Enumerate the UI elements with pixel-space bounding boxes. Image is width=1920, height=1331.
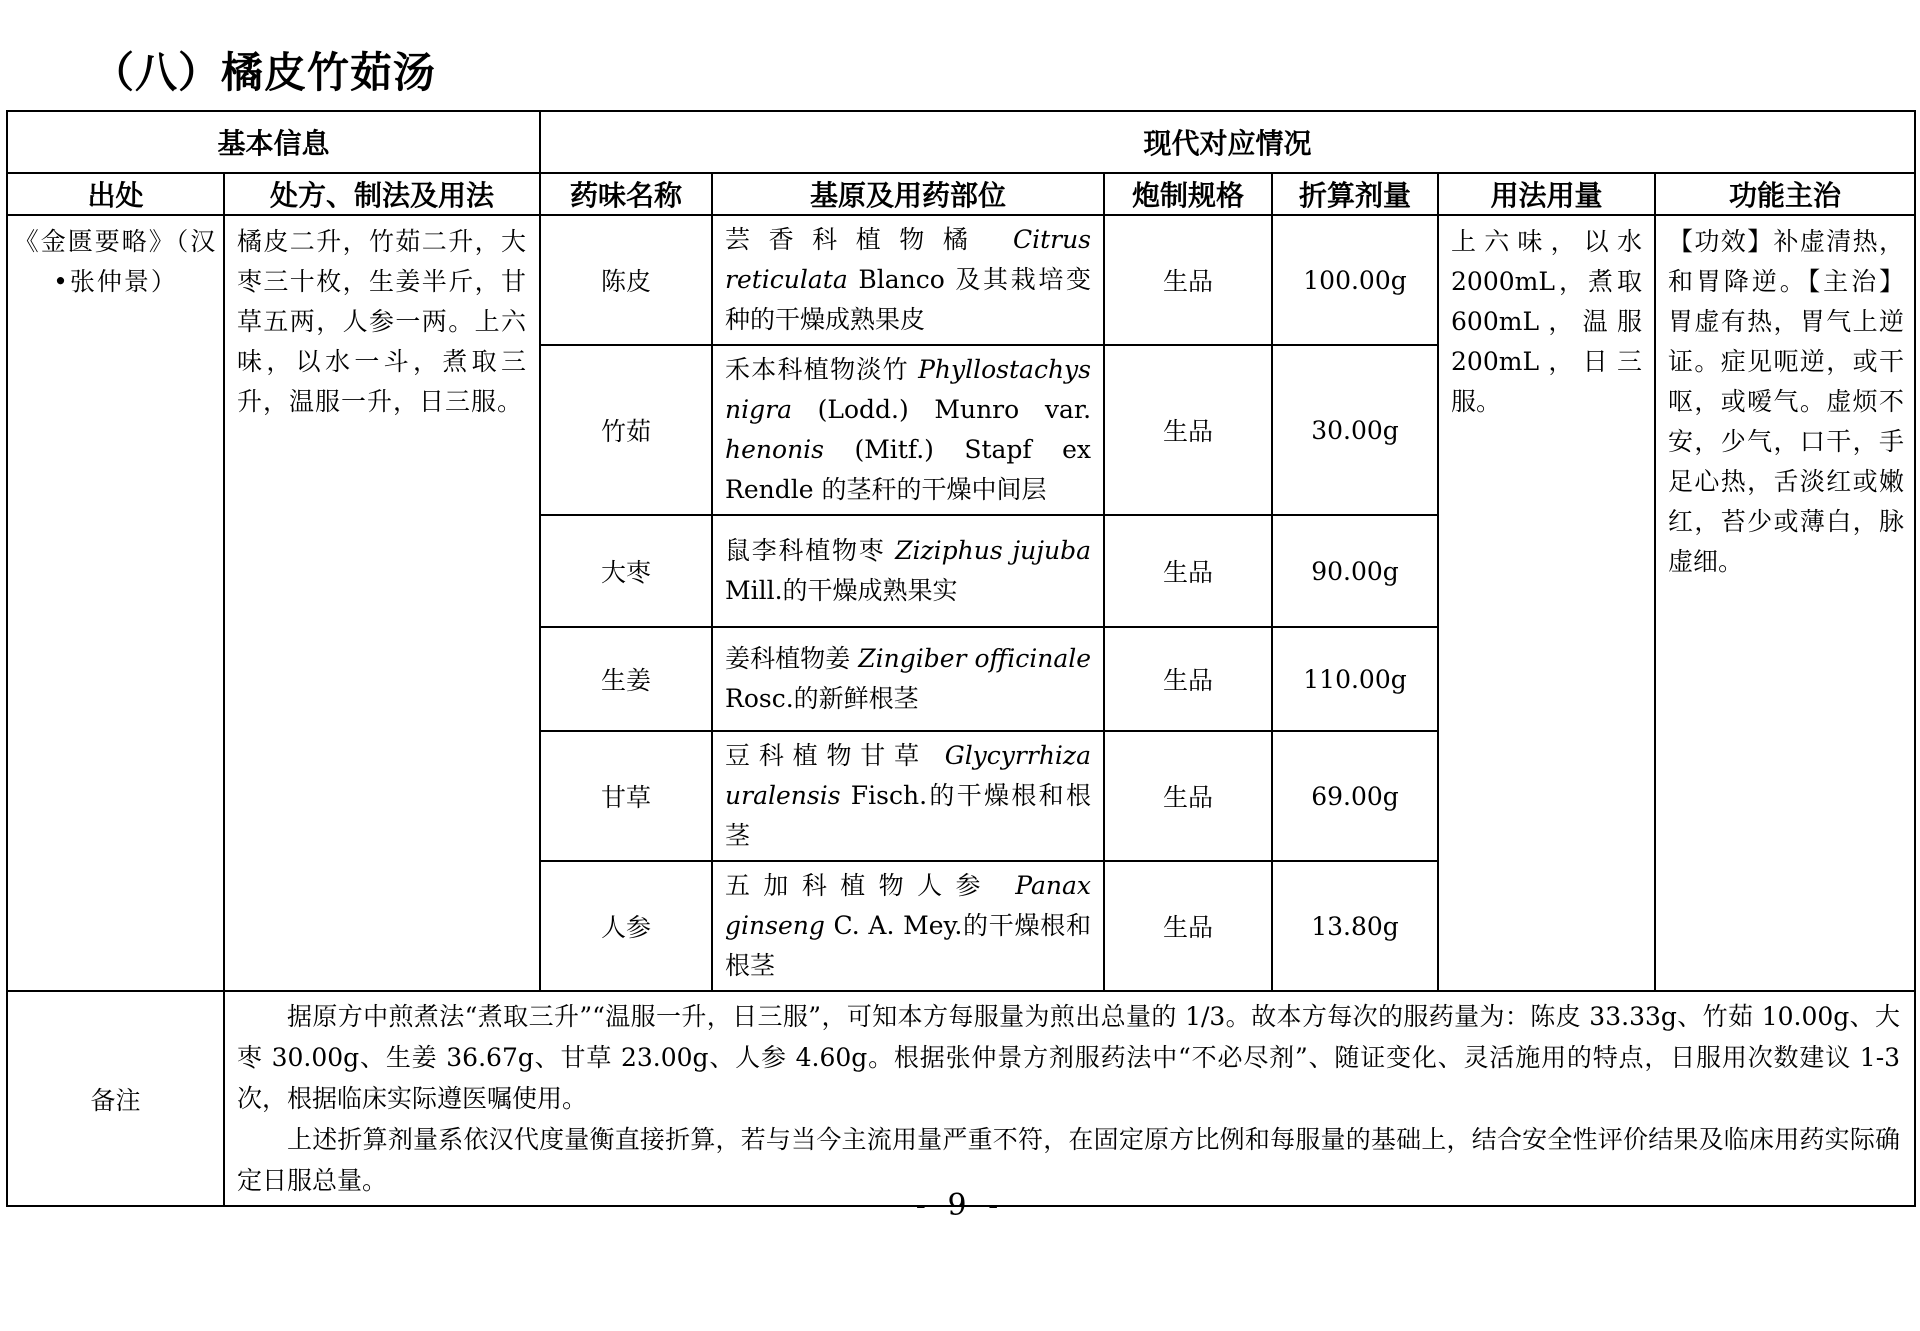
note-cell (224, 991, 1915, 1206)
page-number: - 9 - (915, 1188, 1005, 1223)
header-basic-info: 基本信息 (7, 111, 540, 173)
herb-base: 姜科植物姜 Zingiber officinale Rosc.的新鲜根茎 (712, 627, 1104, 731)
herb-name: 甘草 (540, 731, 712, 861)
header-prescription: 处方、制法及用法 (224, 173, 540, 215)
herb-name: 竹茹 (540, 345, 712, 515)
note-paragraph: 上述折算剂量系依汉代度量衡直接折算，若与当今主流用量严重不符，在固定原方比例和每服量的基础上，结合安全性评价结果及临床用药实际确定日服总量。 (237, 1125, 1901, 1195)
herb-dose: 90.00g (1272, 515, 1438, 627)
header-source: 出处 (7, 173, 224, 215)
source-cell: 《金匮要略》（汉•张仲景） (7, 215, 224, 991)
herb-base: 芸香科植物橘 Citrus reticulata Blanco 及其栽培变种的干燥成熟果皮 (712, 215, 1104, 345)
herb-base: 禾本科植物淡竹 Phyllostachys nigra (Lodd.) Munro var. henonis (Mitf.) Stapf ex Rendle 的茎秆的干燥中间层 (712, 345, 1104, 515)
header-function: 功能主治 (1655, 173, 1915, 215)
herb-dose: 30.00g (1272, 345, 1438, 515)
header-dose: 折算剂量 (1272, 173, 1438, 215)
herb-name: 陈皮 (540, 215, 712, 345)
herb-processing: 生品 (1104, 731, 1272, 861)
note-label: 备注 (7, 991, 224, 1206)
note-paragraph: 据原方中煎煮法“煮取三升”“温服一升，日三服”，可知本方每服量为煎出总量的 1/3。故本方每次的服药量为：陈皮 33.33g、竹茹 10.00g、大枣 30.00g、生姜 36.67g、甘草 23.00g、人参 4.60g。根据张仲景方剂服药法中“不必尽剂”、随证变化、灵活施用的特点，日服用次数建议 1-3 次，根据临床实际遵医嘱使用。 (237, 1002, 1901, 1113)
herb-processing: 生品 (1104, 861, 1272, 991)
formula-table (6, 110, 1916, 1207)
herb-dose: 100.00g (1272, 215, 1438, 345)
header-modern: 现代对应情况 (540, 111, 1915, 173)
header-processing: 炮制规格 (1104, 173, 1272, 215)
herb-dose: 13.80g (1272, 861, 1438, 991)
function-cell: 【功效】补虚清热，和胃降逆。【主治】胃虚有热，胃气上逆证。症见呃逆，或干呕，或嗳气。虚烦不安，少气，口干，手足心热，舌淡红或嫩红，苔少或薄白，脉虚细。 (1655, 215, 1915, 991)
section-title: （八）橘皮竹茹汤 (92, 48, 437, 97)
header-usage: 用法用量 (1438, 173, 1655, 215)
herb-dose: 69.00g (1272, 731, 1438, 861)
herb-base: 豆科植物甘草 Glycyrrhiza uralensis Fisch.的干燥根和根茎 (712, 731, 1104, 861)
herb-processing: 生品 (1104, 345, 1272, 515)
herb-processing: 生品 (1104, 215, 1272, 345)
herb-name: 人参 (540, 861, 712, 991)
herb-name: 生姜 (540, 627, 712, 731)
herb-name: 大枣 (540, 515, 712, 627)
herb-processing: 生品 (1104, 515, 1272, 627)
prescription-cell: 橘皮二升，竹茹二升，大枣三十枚，生姜半斤，甘草五两，人参一两。上六味，以水一斗，煮取三升，温服一升，日三服。 (224, 215, 540, 991)
usage-cell: 上六味，以水2000mL，煮取600mL，温服200mL，日三服。 (1438, 215, 1655, 991)
herb-processing: 生品 (1104, 627, 1272, 731)
header-herb-name: 药味名称 (540, 173, 712, 215)
herb-base: 五加科植物人参 Panax ginseng C. A. Mey.的干燥根和根茎 (712, 861, 1104, 991)
herb-dose: 110.00g (1272, 627, 1438, 731)
herb-base: 鼠李科植物枣 Ziziphus jujuba Mill.的干燥成熟果实 (712, 515, 1104, 627)
header-base-part: 基原及用药部位 (712, 173, 1104, 215)
